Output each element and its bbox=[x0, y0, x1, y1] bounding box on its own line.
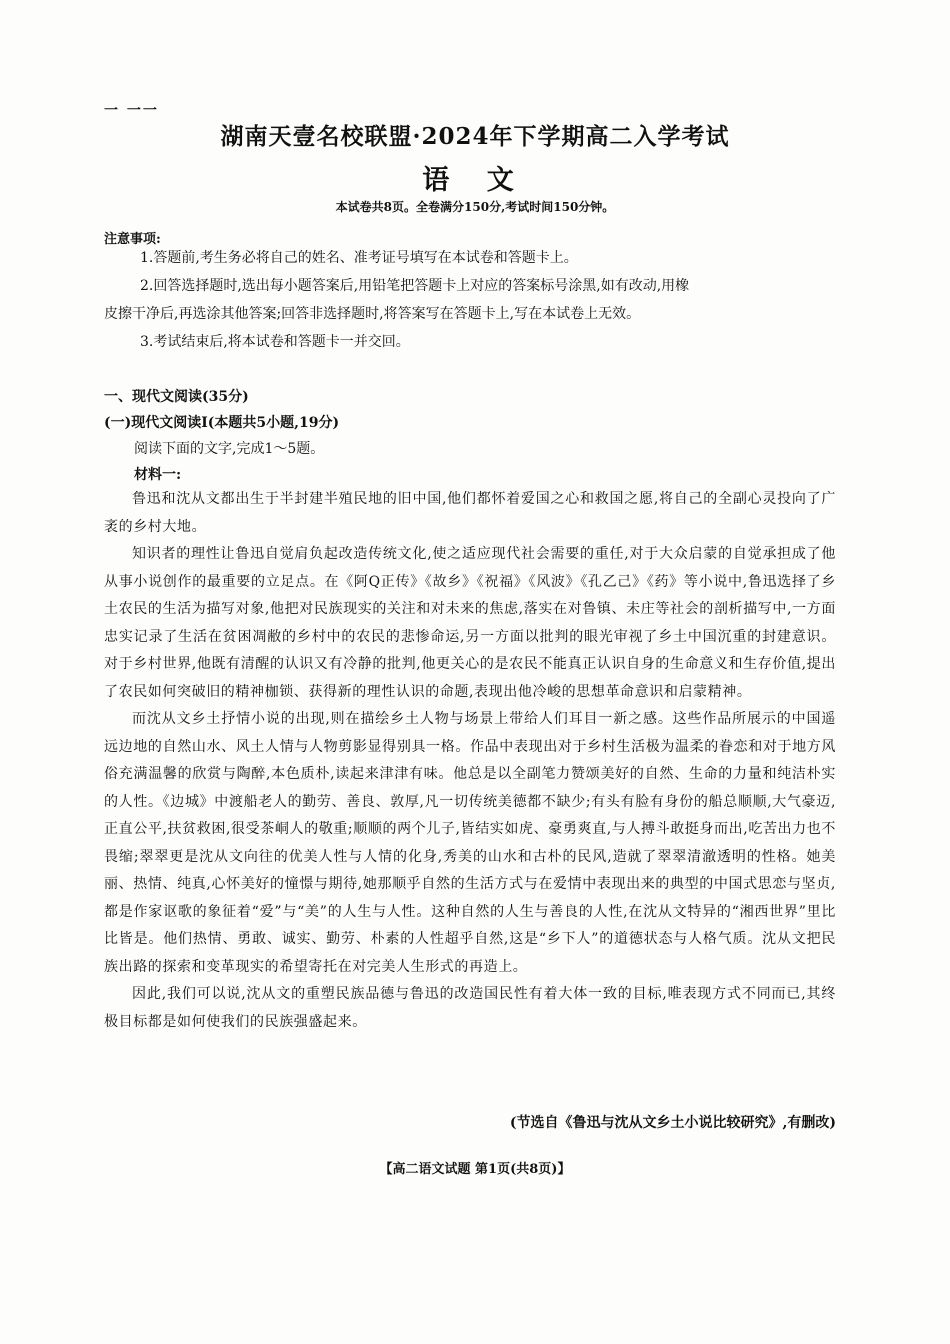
note-item: 皮擦干净后,再选涂其他答案;回答非选择题时,将答案写在答题卡上,写在本试卷上无效。 bbox=[104, 306, 641, 322]
notes-heading: 注意事项: bbox=[104, 232, 161, 247]
corner-mark: 一 一一 bbox=[104, 103, 159, 119]
passage-paragraph: 鲁迅和沈从文都出生于半封建半殖民地的旧中国,他们都怀着爱国之心和救国之愿,将自己的全副心灵投向了广袤的乡村大地。 bbox=[104, 491, 836, 535]
note-item: 2.回答选择题时,选出每小题答案后,用铅笔把答题卡上对应的答案标号涂黑,如有改动,用橡 bbox=[140, 278, 690, 294]
subject-title: 语 文 bbox=[422, 165, 528, 196]
page-footer: 【高二语文试题 第1页(共8页)】 bbox=[379, 1162, 571, 1177]
section-subtitle: (一)现代文阅读Ⅰ(本题共5小题,19分) bbox=[104, 415, 340, 431]
exam-title: 湖南天壹名校联盟·2024年下学期高二入学考试 bbox=[220, 123, 730, 150]
note-item: 3.考试结束后,将本试卷和答题卡一并交回。 bbox=[140, 334, 410, 350]
passage-paragraph: 而沈从文乡土抒情小说的出现,则在描绘乡土人物与场景上带给人们耳目一新之感。这些作品所展示的中国遥远边地的自然山水、风土人情与人物剪影显得别具一格。作品中表现出对于乡村生活极为温柔的眷恋和对于地方风俗充满温馨的欣赏与陶醉,本色质朴,读起来津津有味。他总是以全副笔力赞颂美好的自然、生命的力量和纯洁朴实的人性。《边城》中渡船老人的勤劳、善良、敦厚,凡一切传统美德都不缺少;有头有脸有身份的船总顺顺,大气豪迈,正直公平,扶贫救困,很受茶峒人的敬重;顺顺的两个儿子,皆结实如虎、豪勇爽直,与人搏斗敢挺身而出,吃苦出力也不畏缩;翠翠更是沈从文向往的优美人性与人情的化身,秀美的山水和古朴的民风,造就了翠翠清澈透明的性格。她美丽、热情、纯真,心怀美好的憧憬与期待,她那顺乎自然的生活方式与在爱情中表现出来的典型的中国式思恋与坚贞,都是作家讴歌的象征着“爱”与“美”的人生与人性。这种自然的人生与善良的人性,在沈从文特异的“湘西世界”里比比皆是。他们热情、勇敢、诚实、勤劳、朴素的人性超乎自然,这是“乡下人”的道德状态与人格气质。沈从文把民族出路的探索和变革现实的希望寄托在对完美人生形式的再造上。 bbox=[104, 711, 836, 975]
passage-paragraph: 因此,我们可以说,沈从文的重塑民族品德与鲁迅的改造国民性有着大体一致的目标,唯表现方式不同而已,其终极目标都是如何使我们的民族强盛起来。 bbox=[104, 986, 836, 1030]
passage-source: (节选自《鲁迅与沈从文乡土小说比较研究》,有删改) bbox=[509, 1115, 836, 1131]
note-item: 1.答题前,考生务必将自己的姓名、准考证号填写在本试卷和答题卡上。 bbox=[140, 250, 578, 266]
exam-info: 本试卷共8页。全卷满分150分,考试时间150分钟。 bbox=[335, 200, 615, 214]
material-label: 材料一: bbox=[134, 467, 182, 483]
section-title: 一、现代文阅读(35分) bbox=[104, 389, 249, 405]
passage-paragraph: 知识者的理性让鲁迅自觉肩负起改造传统文化,使之适应现代社会需要的重任,对于大众启蒙的自觉承担成了他从事小说创作的最重要的立足点。在《阿Q正传》《故乡》《祝福》《风波》《孔乙己》《药》等小说中,鲁迅选择了乡土农民的生活为描写对象,他把对民族现实的关注和对未来的焦虑,落实在对鲁镇、未庄等社会的剖析描写中,一方面忠实记录了生活在贫困凋敝的乡村中的农民的悲惨命运,另一方面以批判的眼光审视了乡土中国沉重的封建意识。对于乡村世界,他既有清醒的认识又有冷静的批判,他更关心的是农民不能真正认识自身的生命意义和生存价值,提出了农民如何突破旧的精神枷锁、获得新的理性认识的命题,表现出他冷峻的思想革命意识和启蒙精神。 bbox=[104, 546, 836, 700]
reading-passage bbox=[104, 486, 836, 1036]
reading-instruction: 阅读下面的文字,完成1～5题。 bbox=[134, 441, 325, 457]
